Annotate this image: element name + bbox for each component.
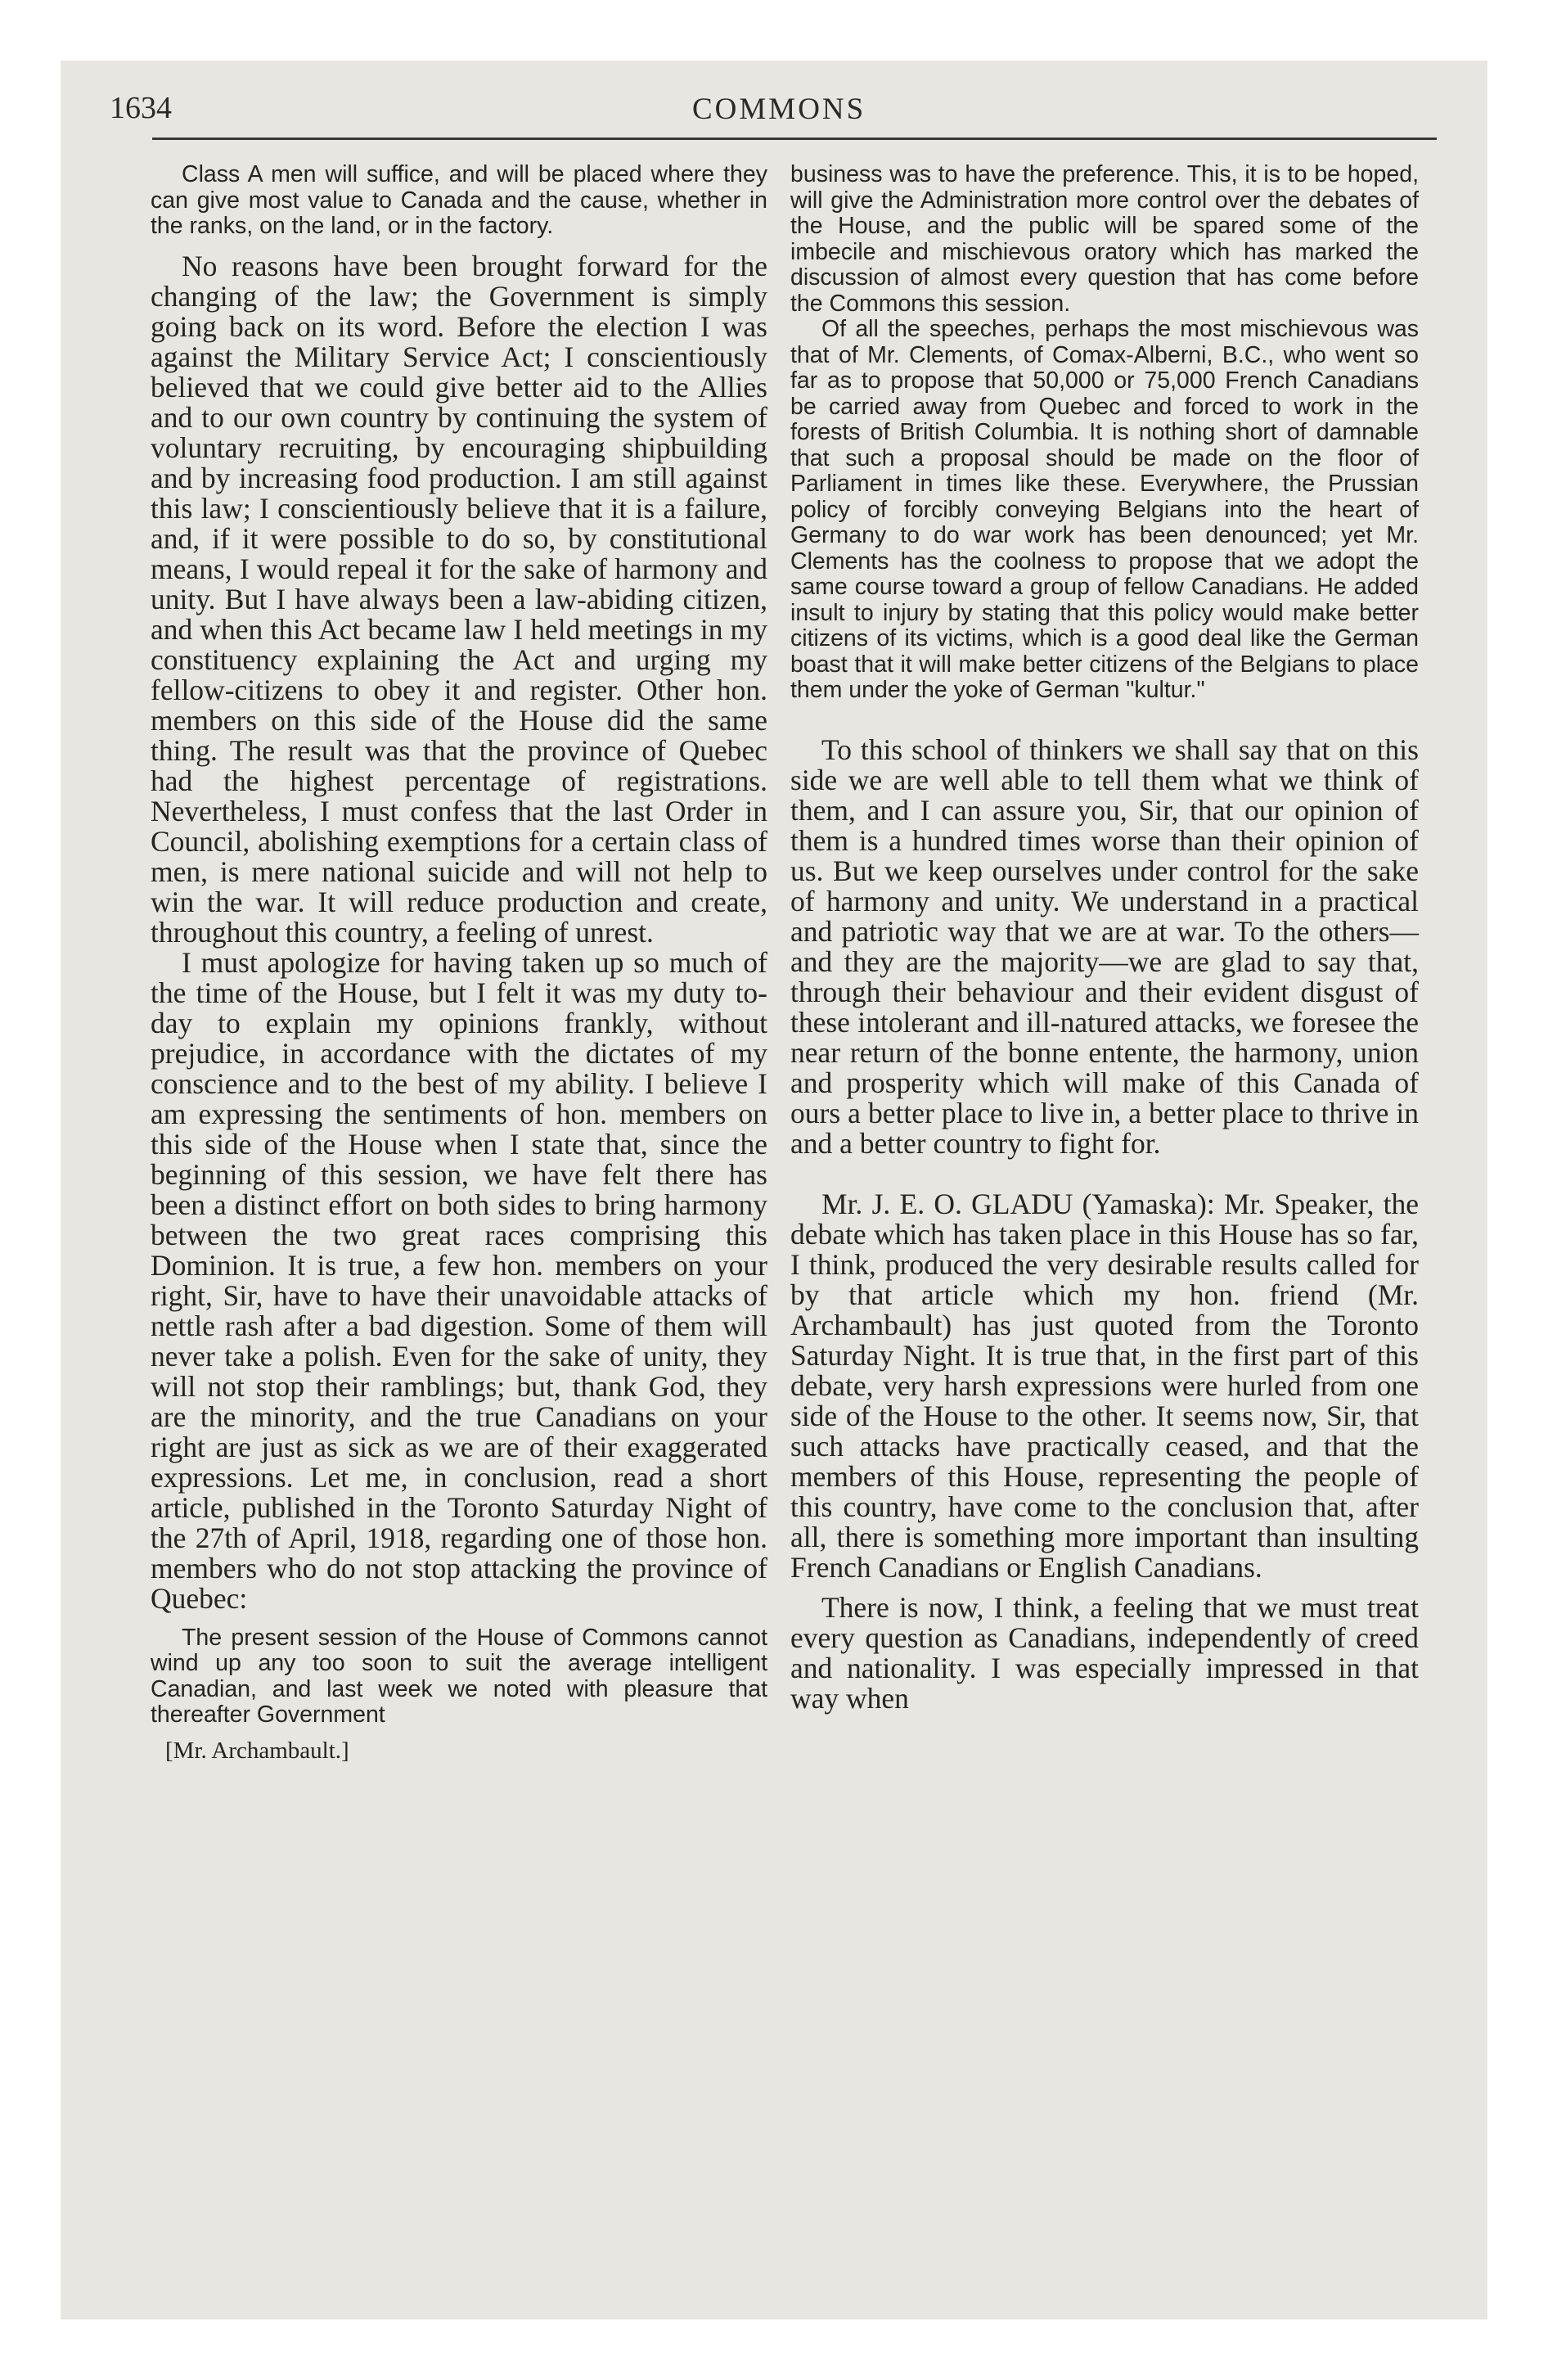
paragraph-apology: I must apologize for having taken up so much of the time of the House, but I felt it was my duty to-day to explain my opinions frankly, without prejudice, in accordance with the dictates of my conscience and to the best of my ability. I believe I am expressing the sentiments of hon. members on this side of the House when I state that, since the beginning of this session, we have felt there has been a distinct effort on both sides to bring harmony between the two great races comprising this Dominion. It is true, a few hon. members on your right, Sir, have to have their unavoidable attacks of nettle rash after a bad digestion. Some of them will never take a polish. Even for the sake of unity, they will not stop their ramblings; but, thank God, they are the minority, and the true Canadians on your right are just as sick as we are of their exaggerated expressions. Let me, in conclusion, read a short article, published in the Toronto Saturday Night of the 27th of April, 1918, regarding one of those hon. members who do not stop attacking the province of Quebec: [151,945,767,1615]
page-number: 1634 [110,91,172,125]
left-column [151,162,767,1765]
running-head: COMMONS [692,92,866,126]
header-rule [152,137,1437,140]
paragraph-gladu-speech: Mr. J. E. O. GLADU (Yamaska): Mr. Speaker, the debate which has taken place in this House has so far, I think, produced the very desirable results called for by that article which my hon. friend (Mr. Archambault) has just quoted from the Toronto Saturday Night. It is true that, in the first part of this debate, very harsh expressions were hurled from one side of the House to the other. It seems now, Sir, that such attacks have practically ceased, and that the members of this House, representing the people of this country, have come to the conclusion that, after all, there is something more important than insulting French Canadians or English Canadians. [790,1187,1419,1584]
right-column [790,162,1419,1714]
paragraph-feeling-as-canadians: There is now, I think, a feeling that we must treat every question as Canadians, independently of creed and nationality. I was especially impressed in that way when [790,1590,1419,1715]
quote-saturday-night-start: The present session of the House of Commons cannot wind up any too soon to suit the average intelligent Canadian, and last week we noted with pleasure that thereafter Government [151,1624,767,1728]
quote-intro: Class A men will suffice, and will be placed where they can give most value to Canada and the cause, whether in the ranks, on the land, or in the factory. [151,161,767,239]
paragraph-military-service-act: No reasons have been brought forward for the changing of the law; the Government is simply going back on its word. Before the election I was against the Military Service Act; I conscientiously believed that we could give better aid to the Allies and to our own country by continuing the system of voluntary recruiting, by encouraging shipbuilding and by increasing food production. I am still against this law; I conscientiously believe that it is a failure, and, if it were possible to do so, by constitutional means, I would repeal it for the sake of harmony and unity. But I have always been a law-abiding citizen, and when this Act became law I held meetings in my constituency explaining the Act and urging my fellow-citizens to obey it and register. Other hon. members on this side of the House did the same thing. The result was that the province of Quebec had the highest percentage of registrations. Nevertheless, I must confess that the last Order in Council, abolishing exemptions for a certain class of men, is mere national suicide and will not help to win the war. It will reduce production and create, throughout this country, a feeling of unrest. [151,249,767,949]
quote-continued-business: business was to have the preference. This, it is to be hoped, will give the Administration more control over the debates of the House, and the public will be spared some of the imbecile and mischievous oratory which has marked the discussion of almost every question that has come before the Commons this session. [790,161,1419,317]
speaker-attribution: [Mr. Archambault.] [165,1737,349,1764]
paragraph-school-of-thinkers: To this school of thinkers we shall say that on this side we are well able to tell them what we think of them, and I can assure you, Sir, that our opinion of them is a hundred times worse than their opinion of us. But we keep ourselves under control for the sake of harmony and unity. We understand in a practical and patriotic way that we are at war. To the others—and they are the majority—we are glad to say that, through their behaviour and their evident disgust of these intolerant and ill-natured attacks, we foresee the near return of the bonne entente, the harmony, union and prosperity which will make of this Canada of ours a better place to live in, a better place to thrive in and a better country to fight for. [790,732,1419,1160]
quote-continued-clements: Of all the speeches, perhaps the most mischievous was that of Mr. Clements, of Comax-Alberni, B.C., who went so far as to propose that 50,000 or 75,000 French Canadians be carried away from Quebec and forced to work in the forests of British Columbia. It is nothing short of damnable that such a proposal should be made on the floor of Parliament in times like these. Everywhere, the Prussian policy of forcibly conveying Belgians into the heart of Germany to do war work has been denounced; yet Mr. Clements has the coolness to propose that we adopt the same course toward a group of fellow Canadians. He added insult to injury by stating that this policy would make better citizens of its victims, which is a good deal like the German boast that it will make better citizens of the Belgians to place them under the yoke of German "kultur." [790,316,1419,703]
